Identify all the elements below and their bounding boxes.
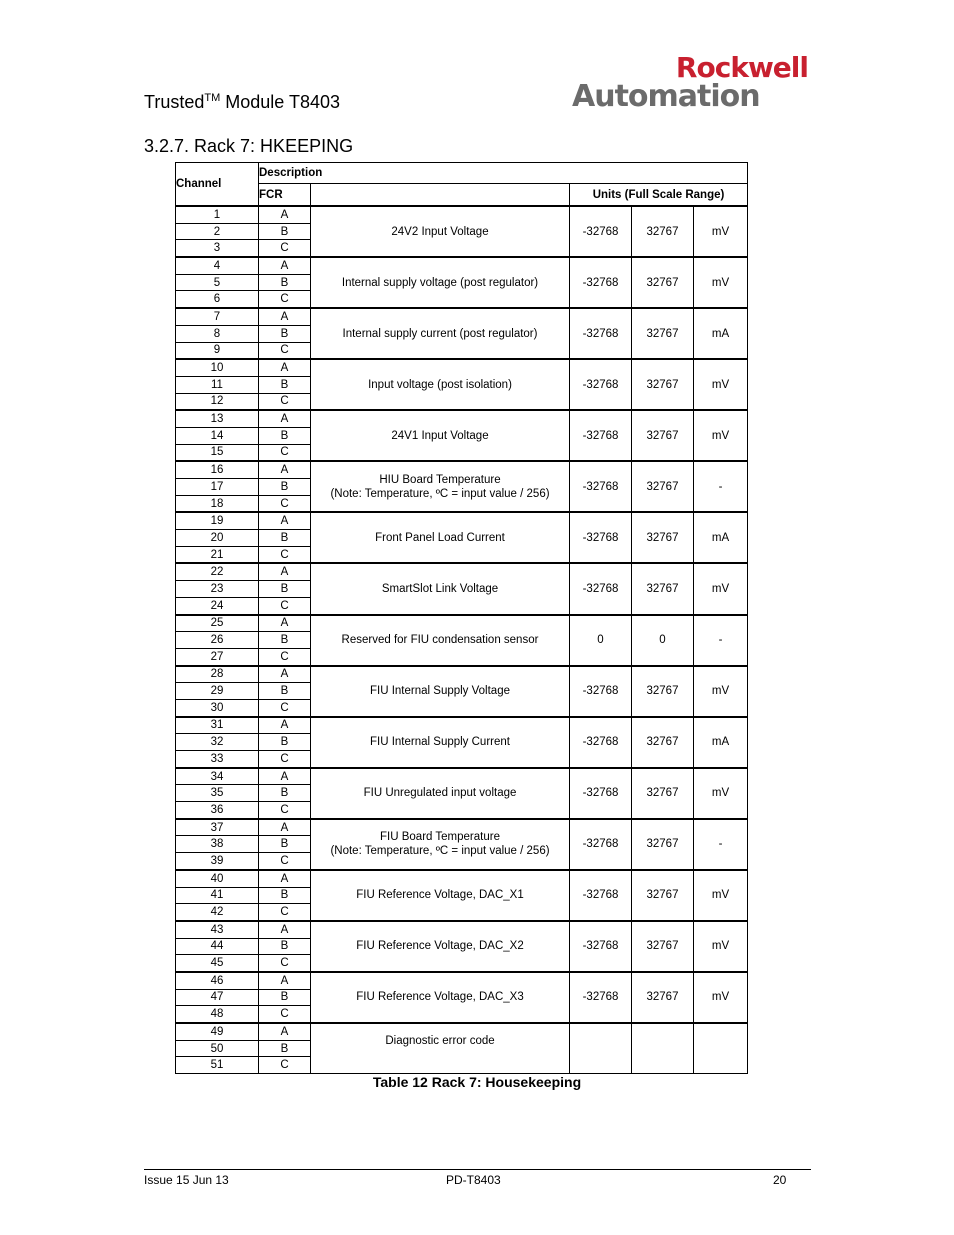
table-row xyxy=(176,615,748,632)
header-channel: Channel xyxy=(176,163,259,207)
range-unit: mV xyxy=(694,359,748,410)
range-unit: mA xyxy=(694,308,748,359)
channel-description xyxy=(311,257,570,308)
channel-number: 24 xyxy=(176,597,259,614)
fcr-label: B xyxy=(259,274,311,291)
fcr-label: C xyxy=(259,699,311,716)
range-max: 0 xyxy=(632,615,694,666)
channel-number: 47 xyxy=(176,989,259,1006)
title-suffix: Module T8403 xyxy=(220,92,341,112)
channel-description xyxy=(311,410,570,461)
table-row xyxy=(176,717,748,734)
range-max: 32767 xyxy=(632,870,694,921)
range-unit: - xyxy=(694,819,748,870)
fcr-label: B xyxy=(259,1040,311,1057)
channel-number: 37 xyxy=(176,819,259,836)
table-row xyxy=(176,666,748,683)
description-line: FIU Reference Voltage, DAC_X1 xyxy=(356,889,524,902)
range-unit: mV xyxy=(694,972,748,1023)
description-line: FIU Unregulated input voltage xyxy=(363,787,517,800)
channel-description xyxy=(311,819,570,870)
channel-number: 25 xyxy=(176,615,259,632)
range-max: 32767 xyxy=(632,206,694,257)
range-max: 32767 xyxy=(632,563,694,614)
table-row xyxy=(176,870,748,887)
range-min xyxy=(570,1023,632,1074)
description-line: SmartSlot Link Voltage xyxy=(381,582,499,595)
channel-description xyxy=(311,1023,570,1074)
channel-number: 36 xyxy=(176,802,259,819)
description-line: HIU Board Temperature xyxy=(379,473,501,486)
range-unit: - xyxy=(694,615,748,666)
description-line: 24V1 Input Voltage xyxy=(391,429,489,442)
channel-number: 33 xyxy=(176,751,259,768)
channel-number: 38 xyxy=(176,836,259,853)
range-unit: mV xyxy=(694,410,748,461)
fcr-label: A xyxy=(259,308,311,325)
channel-number: 27 xyxy=(176,648,259,665)
channel-number: 21 xyxy=(176,546,259,563)
fcr-label: A xyxy=(259,666,311,683)
channel-description xyxy=(311,461,570,512)
channel-description xyxy=(311,666,570,717)
channel-description xyxy=(311,308,570,359)
fcr-label: B xyxy=(259,785,311,802)
channel-number: 12 xyxy=(176,393,259,410)
range-min: -32768 xyxy=(570,717,632,768)
fcr-label: C xyxy=(259,342,311,359)
fcr-label: B xyxy=(259,427,311,444)
channel-number: 3 xyxy=(176,240,259,257)
description-line: Diagnostic error code xyxy=(385,1035,495,1047)
fcr-label: A xyxy=(259,359,311,376)
range-unit xyxy=(694,1023,748,1074)
range-min: -32768 xyxy=(570,410,632,461)
range-min: -32768 xyxy=(570,563,632,614)
fcr-label: C xyxy=(259,495,311,512)
channel-number: 14 xyxy=(176,427,259,444)
fcr-label: C xyxy=(259,546,311,563)
range-unit: mV xyxy=(694,768,748,819)
fcr-label: C xyxy=(259,393,311,410)
footer-doc-id: PD-T8403 xyxy=(446,1173,501,1187)
channel-number: 48 xyxy=(176,1006,259,1023)
fcr-label: B xyxy=(259,223,311,240)
fcr-label: A xyxy=(259,972,311,989)
range-min: -32768 xyxy=(570,921,632,972)
channel-number: 51 xyxy=(176,1057,259,1074)
housekeeping-table xyxy=(175,162,748,1074)
fcr-label: A xyxy=(259,410,311,427)
channel-number: 2 xyxy=(176,223,259,240)
table-row xyxy=(176,768,748,785)
channel-number: 4 xyxy=(176,257,259,274)
fcr-label: C xyxy=(259,648,311,665)
range-max: 32767 xyxy=(632,410,694,461)
footer-issue: Issue 15 Jun 13 xyxy=(144,1173,229,1187)
channel-description xyxy=(311,512,570,563)
range-min: -32768 xyxy=(570,257,632,308)
fcr-label: A xyxy=(259,257,311,274)
footer-divider xyxy=(144,1169,811,1170)
description-note: (Note: Temperature, ºC = input value / 256) xyxy=(330,487,550,500)
fcr-label: C xyxy=(259,1057,311,1074)
table-row xyxy=(176,1023,748,1040)
range-min: 0 xyxy=(570,615,632,666)
fcr-label: B xyxy=(259,938,311,955)
channel-number: 46 xyxy=(176,972,259,989)
channel-number: 39 xyxy=(176,853,259,870)
channel-number: 29 xyxy=(176,683,259,700)
fcr-label: A xyxy=(259,870,311,887)
fcr-label: B xyxy=(259,836,311,853)
description-line: 24V2 Input Voltage xyxy=(391,225,489,238)
range-max xyxy=(632,1023,694,1074)
fcr-label: C xyxy=(259,1006,311,1023)
range-min: -32768 xyxy=(570,206,632,257)
channel-number: 32 xyxy=(176,734,259,751)
range-unit: mV xyxy=(694,257,748,308)
header-description: Description xyxy=(259,163,748,184)
channel-description xyxy=(311,921,570,972)
channel-number: 22 xyxy=(176,563,259,580)
range-unit: mA xyxy=(694,717,748,768)
channel-number: 40 xyxy=(176,870,259,887)
channel-description xyxy=(311,870,570,921)
channel-number: 5 xyxy=(176,274,259,291)
range-unit: mV xyxy=(694,870,748,921)
range-max: 32767 xyxy=(632,257,694,308)
channel-number: 20 xyxy=(176,530,259,547)
channel-number: 23 xyxy=(176,581,259,598)
fcr-label: C xyxy=(259,751,311,768)
fcr-label: B xyxy=(259,683,311,700)
table-row xyxy=(176,461,748,478)
description-note: (Note: Temperature, ºC = input value / 256) xyxy=(330,845,550,858)
channel-number: 11 xyxy=(176,376,259,393)
channel-description xyxy=(311,359,570,410)
fcr-label: A xyxy=(259,717,311,734)
header-blank xyxy=(311,184,570,207)
header-units: Units (Full Scale Range) xyxy=(570,184,748,207)
channel-number: 41 xyxy=(176,887,259,904)
channel-number: 7 xyxy=(176,308,259,325)
channel-number: 1 xyxy=(176,206,259,223)
fcr-label: A xyxy=(259,819,311,836)
table-row xyxy=(176,359,748,376)
channel-number: 28 xyxy=(176,666,259,683)
channel-number: 8 xyxy=(176,325,259,342)
table-row xyxy=(176,563,748,580)
range-unit: mV xyxy=(694,666,748,717)
range-max: 32767 xyxy=(632,972,694,1023)
channel-number: 49 xyxy=(176,1023,259,1040)
channel-description xyxy=(311,206,570,257)
fcr-label: C xyxy=(259,904,311,921)
channel-number: 42 xyxy=(176,904,259,921)
table-row xyxy=(176,819,748,836)
range-unit: mV xyxy=(694,563,748,614)
fcr-label: A xyxy=(259,512,311,529)
footer-page-number: 20 xyxy=(773,1173,787,1187)
fcr-label: B xyxy=(259,989,311,1006)
table-row xyxy=(176,972,748,989)
section-heading: 3.2.7. Rack 7: HKEEPING xyxy=(144,136,354,156)
channel-number: 9 xyxy=(176,342,259,359)
channel-number: 30 xyxy=(176,699,259,716)
header-fcr: FCR xyxy=(259,184,311,207)
fcr-label: C xyxy=(259,240,311,257)
trademark-sup: TM xyxy=(204,92,221,104)
range-max: 32767 xyxy=(632,461,694,512)
description-line: FIU Reference Voltage, DAC_X3 xyxy=(356,991,524,1004)
description-line: Internal supply current (post regulator) xyxy=(342,327,538,340)
range-min: -32768 xyxy=(570,768,632,819)
channel-number: 26 xyxy=(176,632,259,649)
channel-number: 15 xyxy=(176,444,259,461)
range-max: 32767 xyxy=(632,308,694,359)
range-unit: mV xyxy=(694,921,748,972)
description-line: FIU Reference Voltage, DAC_X2 xyxy=(356,940,524,953)
table-row xyxy=(176,921,748,938)
table-caption: Table 12 Rack 7: Housekeeping xyxy=(372,1074,582,1090)
channel-number: 34 xyxy=(176,768,259,785)
range-unit: - xyxy=(694,461,748,512)
fcr-label: C xyxy=(259,597,311,614)
rockwell-automation-logo xyxy=(572,51,810,114)
channel-number: 13 xyxy=(176,410,259,427)
fcr-label: A xyxy=(259,921,311,938)
fcr-label: A xyxy=(259,768,311,785)
fcr-label: B xyxy=(259,479,311,496)
channel-number: 50 xyxy=(176,1040,259,1057)
channel-number: 44 xyxy=(176,938,259,955)
fcr-label: B xyxy=(259,734,311,751)
range-max: 32767 xyxy=(632,512,694,563)
description-line: Internal supply voltage (post regulator) xyxy=(341,276,539,289)
logo-line-rockwell: Rockwell xyxy=(675,51,808,84)
channel-number: 31 xyxy=(176,717,259,734)
channel-description xyxy=(311,972,570,1023)
table-row xyxy=(176,206,748,223)
channel-description xyxy=(311,768,570,819)
range-min: -32768 xyxy=(570,870,632,921)
channel-number: 18 xyxy=(176,495,259,512)
range-min: -32768 xyxy=(570,461,632,512)
table-row xyxy=(176,257,748,274)
fcr-label: B xyxy=(259,581,311,598)
fcr-label: B xyxy=(259,325,311,342)
range-min: -32768 xyxy=(570,359,632,410)
fcr-label: C xyxy=(259,955,311,972)
channel-description xyxy=(311,563,570,614)
fcr-label: B xyxy=(259,376,311,393)
table-row xyxy=(176,308,748,325)
fcr-label: A xyxy=(259,206,311,223)
description-line: Front Panel Load Current xyxy=(375,531,505,544)
fcr-label: A xyxy=(259,615,311,632)
range-min: -32768 xyxy=(570,972,632,1023)
fcr-label: A xyxy=(259,1023,311,1040)
fcr-label: B xyxy=(259,632,311,649)
fcr-label: C xyxy=(259,802,311,819)
fcr-label: B xyxy=(259,530,311,547)
range-min: -32768 xyxy=(570,666,632,717)
table-row xyxy=(176,512,748,529)
range-max: 32767 xyxy=(632,666,694,717)
range-max: 32767 xyxy=(632,768,694,819)
title-prefix: Trusted xyxy=(144,92,205,112)
description-line: Input voltage (post isolation) xyxy=(368,378,512,391)
channel-number: 17 xyxy=(176,479,259,496)
fcr-label: C xyxy=(259,291,311,308)
range-min: -32768 xyxy=(570,308,632,359)
channel-number: 19 xyxy=(176,512,259,529)
fcr-label: B xyxy=(259,887,311,904)
channel-number: 43 xyxy=(176,921,259,938)
range-max: 32767 xyxy=(632,359,694,410)
fcr-label: A xyxy=(259,563,311,580)
channel-number: 35 xyxy=(176,785,259,802)
channel-number: 10 xyxy=(176,359,259,376)
description-line: FIU Internal Supply Current xyxy=(370,736,510,749)
fcr-label: A xyxy=(259,461,311,478)
channel-number: 16 xyxy=(176,461,259,478)
table-row xyxy=(176,410,748,427)
channel-number: 6 xyxy=(176,291,259,308)
range-max: 32767 xyxy=(632,819,694,870)
range-min: -32768 xyxy=(570,512,632,563)
fcr-label: C xyxy=(259,853,311,870)
document-title xyxy=(144,90,340,114)
description-line: FIU Board Temperature xyxy=(380,831,500,844)
range-max: 32767 xyxy=(632,717,694,768)
description-line: Reserved for FIU condensation sensor xyxy=(341,634,539,647)
logo-line-automation: Automation xyxy=(572,79,760,114)
channel-description xyxy=(311,615,570,666)
channel-number: 45 xyxy=(176,955,259,972)
range-max: 32767 xyxy=(632,921,694,972)
range-min: -32768 xyxy=(570,819,632,870)
range-unit: mA xyxy=(694,512,748,563)
channel-description xyxy=(311,717,570,768)
fcr-label: C xyxy=(259,444,311,461)
range-unit: mV xyxy=(694,206,748,257)
description-line: FIU Internal Supply Voltage xyxy=(370,685,510,698)
